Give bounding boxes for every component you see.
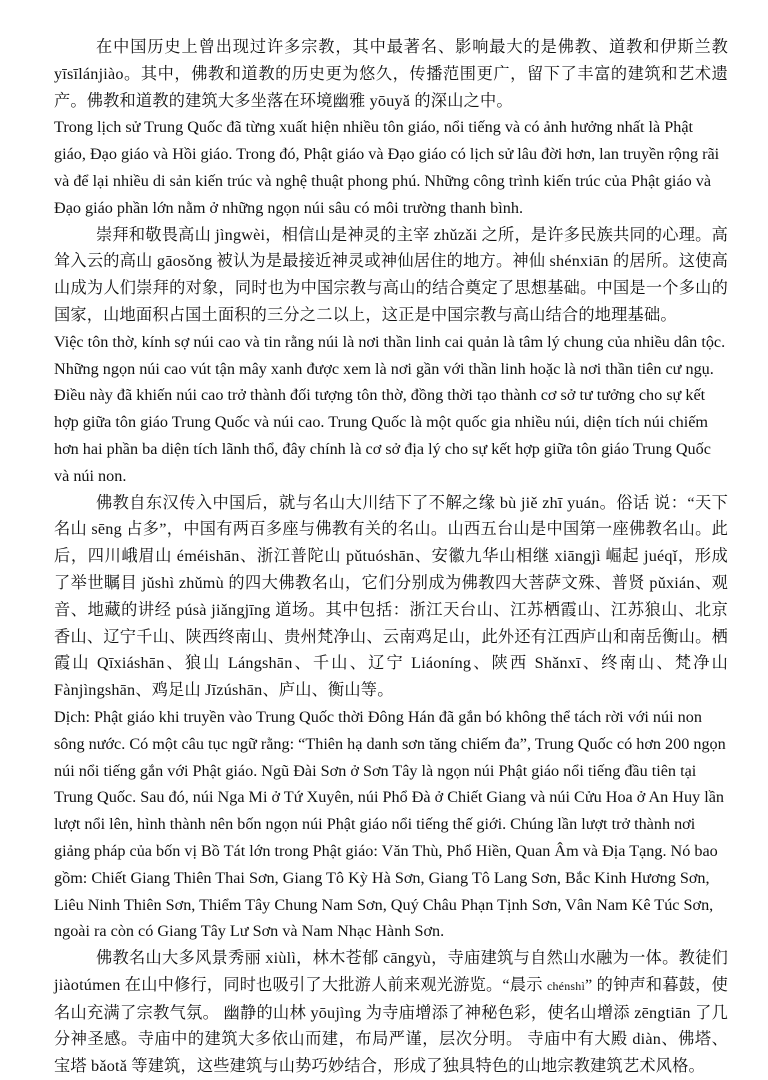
chinese-paragraph-2: 崇拜和敬畏高山 jìngwèi，相信山是神灵的主宰 zhǔzǎi 之所，是许多民族共同的心理。高耸入云的高山 gāosǒng 被认为是最接近神灵或神仙居住的地方。神仙 shénxiān 的居所。这使高山成为人们崇拜的对象，同时也为中国宗教与高山的结合奠定了思想基础。中国是一个多山的国家，山地面积占国土面积的三分之二以上，这正是中国宗教与高山结合的地理基础。 [54, 225, 728, 324]
chinese-paragraph-4 [54, 945, 728, 1080]
chinese-paragraph-1: 在中国历史上曾出现过许多宗教，其中最著名、影响最大的是佛教、道教和伊斯兰教 yīsīlánjiào。其中，佛教和道教的历史更为悠久，传播范围更广，留下了丰富的建筑和艺术遗产。佛教和道教的建筑大多坐落在环境幽雅 yōuyǎ 的深山之中。 [54, 38, 728, 110]
pinyin-chenshi: chénshì [546, 978, 586, 993]
vietnamese-paragraph-2: Việc tôn thờ, kính sợ núi cao và tin rằng núi là nơi thần linh cai quản là tâm lý chung của nhiều dân tộc. Những ngọn núi cao vút tận mây xanh được xem là nơi gần với thần linh hoặc là nơi thần tiên cư ngụ. Điều này đã khiến núi cao trở thành đối tượng tôn thờ, đồng thời tạo thành cơ sở tư tưởng cho sự kết hợp giữa tôn giáo Trung Quốc và núi cao. Trung Quốc là một quốc gia nhiều núi, diện tích núi chiếm hơn hai phần ba diện tích lãnh thổ, đây chính là cơ sở địa lý cho sự kết hợp giữa tôn giáo Trung Quốc và núi non. [54, 332, 726, 485]
vietnamese-paragraph-3: Dịch: Phật giáo khi truyền vào Trung Quốc thời Đông Hán đã gắn bó không thể tách rời với núi non sông nước. Có một câu tục ngữ rằng: “Thiên hạ danh sơn tăng chiếm đa”, Trung Quốc có hơn 200 ngọn núi nổi tiếng gắn với Phật giáo. Ngũ Đài Sơn ở Sơn Tây là ngọn núi Phật giáo nổi tiếng đầu tiên tại Trung Quốc. Sau đó, núi Nga Mi ở Tứ Xuyên, núi Phổ Đà ở Chiết Giang và núi Cửu Hoa ở An Huy lần lượt nổi lên, hình thành nên bốn ngọn núi Phật giáo nổi tiếng thế giới. Chúng lần lượt trở thành nơi giảng pháp của bốn vị Bồ Tát lớn trong Phật giáo: Văn Thù, Phổ Hiền, Quan Âm và Địa Tạng. Nó bao gồm: Chiết Giang Thiên Thai Sơn, Giang Tô Kỳ Hà Sơn, Giang Tô Lang Sơn, Bắc Kinh Hương Sơn, Liêu Ninh Thiên Sơn, Thiểm Tây Chung Nam Sơn, Quý Châu Phạn Tịnh Sơn, Vân Nam Kê Túc Sơn, ngoài ra còn có Giang Tây Lư Sơn và Nam Nhạc Hành Sơn. [54, 707, 726, 941]
vietnamese-paragraph-1: Trong lịch sử Trung Quốc đã từng xuất hiện nhiều tôn giáo, nổi tiếng và có ảnh hưởng nhất là Phật giáo, Đạo giáo và Hồi giáo. Trong đó, Phật giáo và Đạo giáo có lịch sử lâu đời hơn, lan truyền rộng rãi và để lại nhiều di sản kiến trúc và nghệ thuật phong phú. Những công trình kiến trúc của Phật giáo và Đạo giáo phần lớn nằm ở những ngọn núi sâu có môi trường thanh bình. [54, 118, 720, 217]
chinese-paragraph-3: 佛教自东汉传入中国后，就与名山大川结下了不解之缘 bù jiě zhī yuán。俗话 说：“天下名山 sēng 占多”，中国有两百多座与佛教有关的名山。山西五台山是中国第一座佛教名山。此后，四川峨眉山 éméishān、浙江普陀山 pǔtuóshān、安徽九华山相继 xiāngjì 崛起 juéqǐ，形成了举世瞩目 jǔshì zhǔmù 的四大佛教名山，它们分别成为佛教四大菩萨文殊、普贤 pǔxián、观音、地藏的讲经 púsà jiǎngjīng 道场。其中包括：浙江天台山、江苏栖霞山、江苏狼山、北京香山、辽宁千山、陕西终南山、贵州梵净山、云南鸡足山，此外还有江西庐山和南岳衡山。栖霞山 Qīxiáshān、狼山 Lángshān、千山、辽宁 Liáoníng、陕西 Shǎnxī、终南山、梵净山 Fànjìngshān、鸡足山 Jīzúshān、庐山、衡山等。 [54, 493, 728, 700]
paragraph-4-part-1: 佛教名山大多风景秀丽 xiùlì，林木苍郁 cāngyù，寺庙建筑与自然山水融为一体。教徒们 jiàotúmen 在山中修行，同时也吸引了大批游人前来观光游览。“晨示 [54, 949, 728, 994]
paragraph-4-part-2: ” 的钟声和暮鼓，使名山充满了宗教气氛。 幽静的山林 yōujìng 为寺庙增添了神秘色彩，使名山增添 zēngtiān 了几分神圣感。寺庙中的建筑大多依山而建，布局严谨，层次分明。 寺庙中有大殿 diàn、佛塔、宝塔 bǎotǎ 等建筑，这些建筑与山势巧妙结合，形成了独具特色的山地宗教建筑艺术风格。 [54, 975, 728, 1076]
